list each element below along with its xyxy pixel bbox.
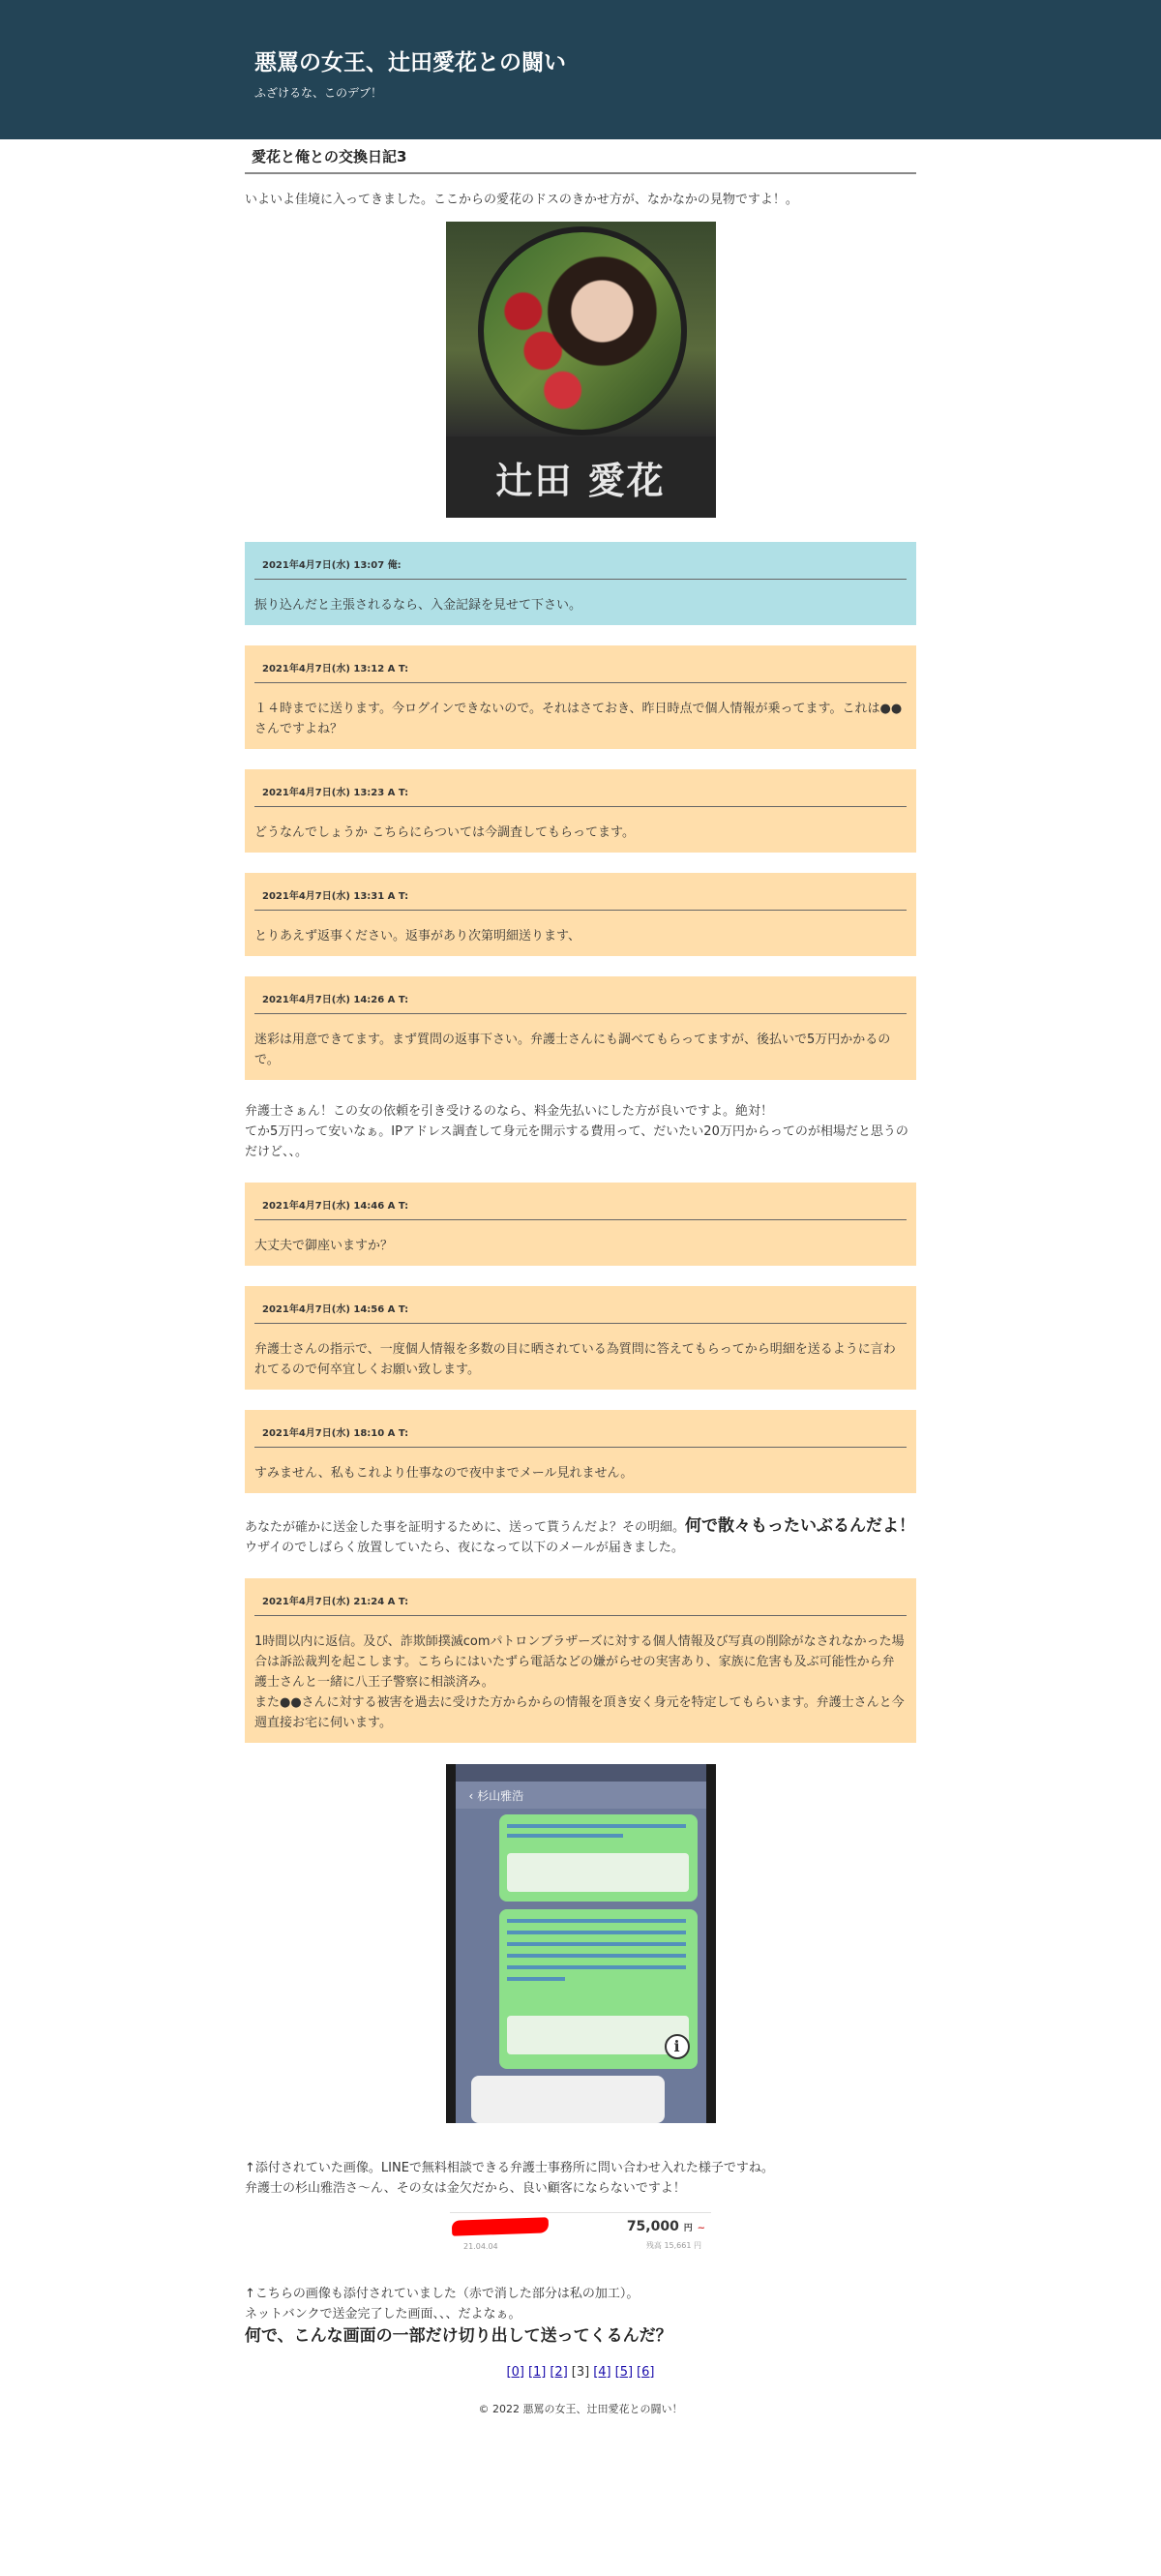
chat-title-bar (456, 1782, 706, 1809)
page-link[interactable]: [0] (506, 2365, 524, 2380)
post-title: 愛花と俺との交換日記3 (245, 143, 916, 174)
red-redaction (452, 2217, 549, 2235)
message-header: 2021年4月7日(水) 14:46 A T: (254, 1196, 907, 1220)
message-line: 1時間以内に返信。及び、詐欺師撲滅comパトロンブラザーズに対する個人情報及び写真の削除がなされなかった場合は訴訟裁判を起こします。こちらにはいたずら電話などの嫌がらせの実害あり、家族に危害も及ぶ可能性から弁護士さんと一緒に八王子警察に相談済み。 (254, 1634, 905, 1690)
page-current: [3] (571, 2365, 590, 2380)
page-link[interactable]: [4] (593, 2365, 611, 2380)
message-header: 2021年4月7日(水) 14:26 A T: (254, 990, 907, 1014)
bank-amount-row (627, 2219, 705, 2234)
page-link[interactable]: [5] (614, 2365, 634, 2380)
line-chat-screenshot (446, 1764, 716, 2123)
site-title[interactable]: 悪罵の女王、辻田愛花との闘い (254, 50, 566, 75)
bubble-link (507, 1824, 686, 1828)
message-header: 2021年4月7日(水) 18:10 A T: (254, 1423, 907, 1448)
message-body: どうなんでしょうか こちらにらついては今調査してもらってます。 (254, 825, 635, 840)
chat-contact-name: 杉山雅浩 (477, 1789, 524, 1803)
profile-photo-wrap (245, 222, 916, 522)
message-header: 2021年4月7日(水) 13:07 俺: (254, 555, 907, 580)
bubble-link (507, 1931, 686, 1934)
bank-screenshot-wrap (245, 2212, 916, 2255)
chat-bubble (471, 2076, 665, 2123)
bubble-link (507, 1834, 623, 1838)
bubble-link (507, 1965, 686, 1969)
page-link[interactable]: [6] (637, 2365, 655, 2380)
commentary-text: あなたが確かに送金した事を証明するために、送って貰うんだよ？その明細。 (245, 1520, 686, 1535)
commentary-1 (245, 1101, 916, 1162)
message-box (245, 976, 916, 1080)
profile-photo (446, 222, 716, 518)
back-arrow-icon: ‹ (468, 1789, 478, 1803)
pagination (245, 2363, 916, 2382)
commentary-line (245, 1514, 916, 1538)
message-body: 大丈夫で御座いますか？ (254, 1239, 394, 1253)
message-header: 2021年4月7日(水) 14:56 A T: (254, 1300, 907, 1324)
commentary-line: 弁護士さぁん！この女の依頼を引き受けるのなら、料金先払いにした方が良いですよ。絶対！ (245, 1104, 774, 1119)
commentary-line: ↑添付されていた画像。LINEで無料相談できる弁護士事務所に問い合わせ入れた様子ですね。 (245, 2161, 774, 2175)
bubble-link (507, 1942, 686, 1946)
message-box (245, 769, 916, 853)
bank-amount-unit: 円 (683, 2224, 693, 2233)
message-box (245, 873, 916, 956)
post-main (245, 143, 916, 2417)
message-body: 迷彩は用意できてます。まず質問の返事下さい。弁護士さんにも調べてもらってますが、後払いで5万円かかるので。 (254, 1033, 891, 1067)
bubble-link (507, 1977, 565, 1981)
message-box (245, 1410, 916, 1493)
commentary-line: ↑こちらの画像も添付されていました（赤で消した部分は私の加工）。 (245, 2287, 640, 2301)
message-box (245, 1286, 916, 1390)
profile-name: 辻田 愛花 (495, 459, 666, 502)
message-body: すみません、私もこれより仕事なので夜中までメール見れません。 (254, 1466, 634, 1481)
message-body: １４時までに送ります。今ログインできないので。それはさておき、昨日時点で個人情報が乗ってます。これは●●さんですよね？ (254, 702, 903, 736)
site-subtitle: ふざけるな、このデブ！ (254, 86, 383, 100)
link-preview-card (507, 2016, 689, 2054)
message-line: また●●さんに対する被害を過去に受けた方からからの情報を頂き安く身元を特定してもらいます。弁護士さんと今週直接お宅に伺います。 (254, 1695, 905, 1730)
message-header: 2021年4月7日(水) 13:23 A T: (254, 783, 907, 807)
message-header: 2021年4月7日(水) 13:12 A T: (254, 659, 907, 683)
chat-bubble (499, 1909, 698, 2069)
portrait-image (478, 226, 687, 435)
commentary-line: ネットバンクで送金完了した画面、、、だよなぁ。 (245, 2307, 521, 2321)
header-inner (254, 0, 912, 103)
commentary-line: てか5万円って安いなぁ。IPアドレス調査して身元を開示する費用って、だいたい20万円からってのが相場だと思うのだけど、、。 (245, 1124, 908, 1159)
bank-transfer-clip (450, 2212, 711, 2255)
message-list-b (245, 1183, 916, 1493)
message-list-a (245, 542, 916, 1080)
page-link[interactable]: [1] (527, 2365, 547, 2380)
commentary-line: ウザイのでしばらく放置していたら、夜になって以下のメールが届きました。 (245, 1541, 684, 1555)
message-box (245, 645, 916, 749)
bubble-link (507, 1954, 686, 1958)
message-box (245, 1578, 916, 1743)
commentary-line: 弁護士の杉山雅浩さ～ん、その女は金欠だから、良い顧客にならないですよ！ (245, 2181, 686, 2196)
link-preview-card (507, 1853, 689, 1892)
message-header: 2021年4月7日(水) 13:31 A T: (254, 886, 907, 911)
bank-date: 21.04.04 (463, 2242, 498, 2251)
site-footer: © 2022 悪罵の女王、辻田愛花との闘い！ (478, 2403, 683, 2415)
commentary-4 (245, 2284, 916, 2348)
message-body: 振り込んだと主張されるなら、入金記録を見せて下さい。 (254, 598, 582, 613)
info-icon: i (665, 2034, 690, 2059)
page-link[interactable]: [2] (550, 2365, 568, 2380)
message-header: 2021年4月7日(水) 21:24 A T: (254, 1592, 907, 1616)
message-box (245, 1183, 916, 1266)
message-body: とりあえず返事ください。返事があり次第明細送ります、 (254, 929, 580, 944)
commentary-emphasis: 何で、こんな画面の一部だけ切り出して送ってくるんだ？ (245, 2326, 672, 2346)
commentary-3 (245, 2158, 916, 2199)
chat-bubble (499, 1814, 698, 1902)
site-header (0, 0, 1161, 139)
bank-balance: 残高 15,661 円 (645, 2241, 701, 2250)
bubble-link (507, 1919, 686, 1923)
line-screenshot-wrap (245, 1764, 916, 2127)
message-body: 弁護士さんの指示で、一度個人情報を多数の目に晒されている為質問に答えてもらってから明細を送るように言われてるので何卒宜しくお願い致します。 (254, 1342, 896, 1377)
post-intro: いよいよ佳境に入ってきました。ここからの愛花のドスのきかせ方が、なかなかの見物ですよ！。 (245, 193, 798, 207)
message-box (245, 542, 916, 625)
bank-amount: 75,000 (626, 2219, 679, 2234)
commentary-2 (245, 1514, 916, 1558)
bank-arrow: ~ (697, 2223, 705, 2233)
phone-status-bar (456, 1764, 706, 1782)
commentary-emphasis: 何で散々もったいぶるんだよ！ (685, 1516, 916, 1536)
profile-name-band (446, 436, 716, 518)
message-body (254, 1616, 907, 1733)
